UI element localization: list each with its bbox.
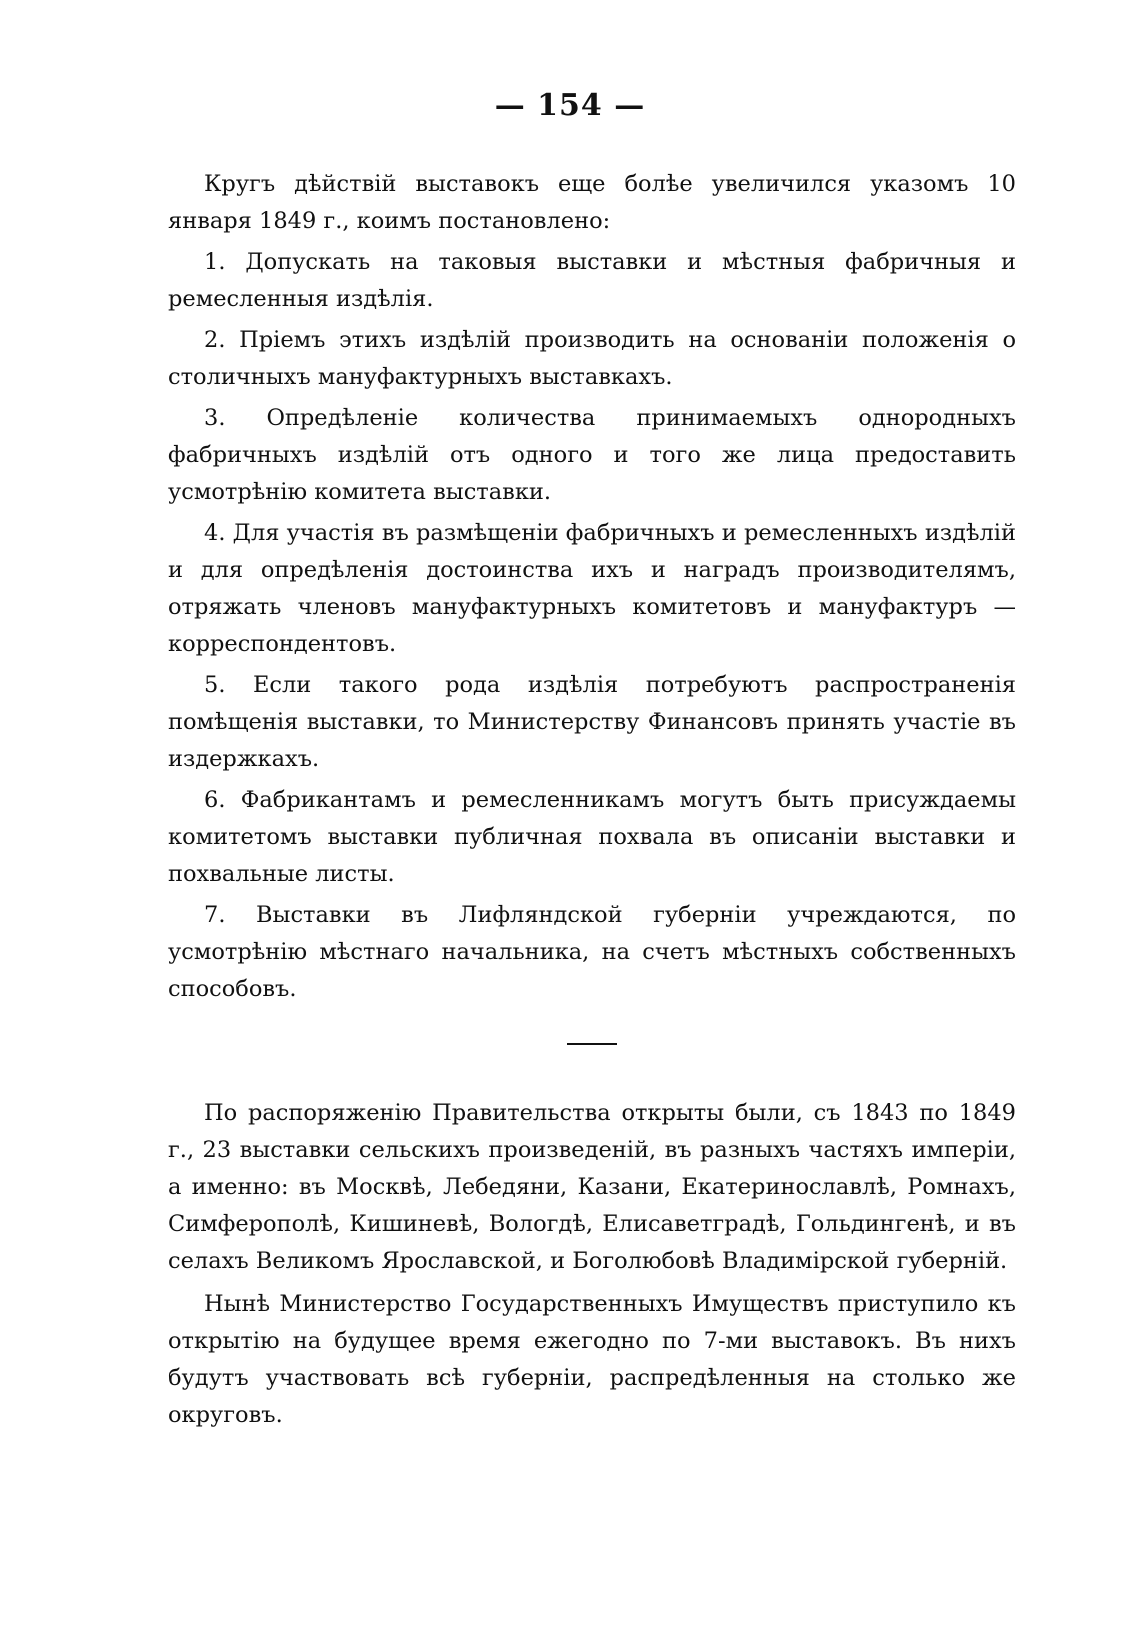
exhibitions-paragraph-2: Нынѣ Министерство Государственныхъ Имуществъ приступило къ открытію на будущее время ежегодно по 7-ми выставокъ. Въ нихъ будутъ участвовать всѣ губерніи, распредѣленныя на столько же округовъ.	[168, 1291, 1016, 1428]
decree-item-7: 7. Выставки въ Лифляндской губерніи учреждаются, по усмотрѣнію мѣстнаго начальника, на счетъ мѣстныхъ собственныхъ способовъ.	[168, 902, 1016, 1002]
decree-section	[168, 166, 1016, 1008]
decree-item-6: 6. Фабрикантамъ и ремесленникамъ могутъ быть присуждаемы комитетомъ выставки публичная похвала въ описаніи выставки и похвальные листы.	[168, 787, 1016, 887]
decree-intro: Кругъ дѣйствій выставокъ еще болѣе увеличился указомъ 10 января 1849 г., коимъ постановлено:	[168, 171, 1016, 234]
decree-item-4: 4. Для участія въ размѣщеніи фабричныхъ и ремесленныхъ издѣлій и для опредѣленія достоинства ихъ и наградъ производителямъ, отряжать членовъ мануфактурныхъ комитетовъ и мануфактуръ — корреспондентовъ.	[168, 520, 1016, 657]
decree-item-2: 2. Пріемъ этихъ издѣлій производить на основаніи положенія о столичныхъ мануфактурныхъ выставкахъ.	[168, 327, 1016, 390]
decree-item-5: 5. Если такого рода издѣлія потребуютъ распространенія помѣщенія выставки, то Министерству Финансовъ принять участіе въ издержкахъ.	[168, 672, 1016, 772]
decree-item-1: 1. Допускать на таковыя выставки и мѣстныя фабричныя и ремесленныя издѣлія.	[168, 249, 1016, 312]
exhibitions-paragraph-1: По распоряженію Правительства открыты были, съ 1843 по 1849 г., 23 выставки сельскихъ произведеній, въ разныхъ частяхъ имперіи, а именно: въ Москвѣ, Лебедяни, Казани, Екатеринославлѣ, Ромнахъ, Симферополѣ, Кишиневѣ, Вологдѣ, Елисаветградѣ, Гольдингенѣ, и въ селахъ Великомъ Ярославской, и Боголюбовѣ Владимірской губерній.	[168, 1100, 1016, 1274]
page-number: — 154 —	[494, 88, 646, 123]
section-separator	[567, 1043, 617, 1045]
decree-item-3: 3. Опредѣленіе количества принимаемыхъ однородныхъ фабричныхъ издѣлій отъ одного и того же лица предоставить усмотрѣнію комитета выставки.	[168, 405, 1016, 505]
exhibitions-section	[168, 1095, 1016, 1434]
